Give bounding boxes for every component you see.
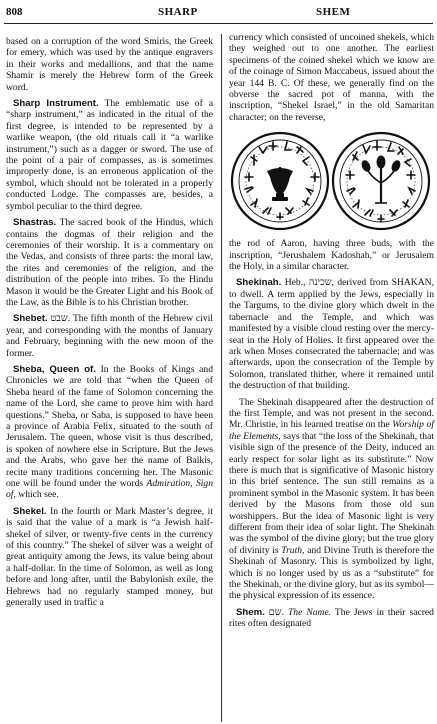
running-header [0,6,437,22]
right-running-head: SHEM [316,6,351,18]
entry-text: In the Books of Kings and Chronicles we are told that “when the Queen of Sheba heard of the fame of Solomon concerning the name of the Lord, she came to prove him with hard questions.” Sheba, or Saba, is supposed to have been a province of Arabia Felix, situated to the south of Jerusalem. The queen, whose visit is thus described, is spoken of nowhere else in Scripture. But the Jews and the Arabs, who gave her the name of Balkis, recite many traditions concerning her. The Masonic one will be found under the words [6,363,213,490]
pot-of-manna-icon [267,167,293,201]
hebrew-word: שכינה, [308,277,334,289]
emphasis: Truth, [281,544,305,556]
continued-entry-text: based on a corruption of the word Smiris, the Greek for emery, which was used by the antique engravers in their works and medallions, and that the name Shamir is merely the Hebrew form of the Greek word. [6,36,213,93]
headword: Shastras. [13,217,57,229]
entry-text: The emblematic use of a “sharp instrument,” as indicated in the ritual of the first degree, is intended to be represented by a warlike weapon, (the old rituals call it “a warlike instrument,”) such as a dagger or sword. The use of the point of a pair of compasses, as is sometimes improperly done, is an erroneous application of the symbol, which should not be tolerated in a properly conducted Lodge. The compasses are, besides, a symbol peculiar to the third degree. [6,98,213,212]
entry-sharp-instrument [6,98,213,212]
header-rule [4,23,433,24]
meaning: The Name. [287,606,332,618]
headword: Shekinah. [236,277,282,289]
headword: Sheba, Queen of. [13,363,96,375]
coin-obverse-image [232,133,328,229]
column-divider [221,34,222,722]
entry-shekinah-paragraph-2 [229,397,434,602]
left-column [6,36,213,609]
entry-text: The sacred book of the Hindus, which contains the dogmas of their religion and the ceremonies of their worship. It is a commentary on the Vedas, and consists of three parts: the moral law, the rites and ceremonies of the religion, and the distribution of the people into tribes. To the Hindu Mason it would be the Greater Light and his Book of the Law, as the Bible is to his Christian brother. [6,217,213,308]
entry-text: which see. [18,489,59,501]
cross-reference: Sign of, [6,478,213,501]
entry-shem [229,607,434,630]
entry-shekinah [229,277,434,391]
entry-shekel [6,506,213,609]
headword: Shekel. [13,505,47,517]
entry-text: derived from SHAKAN, to dwell. A term applied by the Jews, especially in the Targums, to the divine glory which dwelt in the tabernacle and the Temple, and which was manifested by a visible cloud resting over the mercy-seat in the Holy of Holies. It first appeared over the ark when Moses consecrated the tabernacle; and was afterwards, upon the consecration of the Temple by Solomon, translated thither, where it remained until the destruction of that building. [229,277,434,392]
entry-text: and Divine Truth is therefore the Shekinah of Masonry. This is symbolized by light, which is no longer used by us as a “substitute” for the Shekinah, or the divine glory, but as its symbol—the physical expression of its essence. [229,544,434,602]
entry-text: The fifth month of the Hebrew civil year, and corresponding with the months of January and February, beginning with the new moon of the former. [6,313,213,359]
coin-reverse-image [333,133,429,229]
entry-text: Heb., [284,277,306,289]
cited-work: Worship of the Elements, [229,419,434,442]
rod-of-aaron-icon [361,156,402,203]
entry-text: The Jews in their sacred rites often designated [229,606,434,630]
entry-text: says that “the loss of the Shekinah, that visible sign of the presence of the Deity, induced an early respect for solar light as its substitute.” Now there is much that is significative of Masonic history in this brief sentence. The sun still remains as a prominent symbol in the Masonic system. It has been derived by the Masons from those old sun worshippers. But the idea of Masonic light is very different from their idea of solar light. The Shekinah was the symbol of the divine glory; but the true glory of divinity is [229,430,435,556]
page-number: 808 [6,6,23,18]
right-column [229,32,434,630]
left-running-head: SHARP [158,6,198,18]
continued-entry-text: the rod of Aaron, having three buds, with the inscription, “Jerushalem Kadoshah,” or Jerusalem the Holy, in a similar character. [229,238,434,273]
entry-text: In the fourth or Mark Master’s degree, it is said that the value of a mark is “a Jewish half-shekel of silver, or twenty-five cents in the currency of this country.” The shekel of silver was a weight of great antiquity among the Jews, its value being about a half-dollar. In the time of Solomon, as well as long before and long after, until the Babylonish exile, the Hebrews had no regularly stamped money, but generally used in traffic a [6,505,213,609]
hebrew-word: שבט. [50,313,71,325]
cross-reference: Admiration, [146,478,193,490]
headword: Shem. [236,606,265,618]
entry-text: The Shekinah disappeared after the destruction of the first Temple, and was not present in the second. Mr. Christie, in his learned treatise on the [229,396,434,431]
shekel-coins-illustration [229,127,434,235]
entry-shebet [6,313,213,359]
entry-shastras [6,217,213,308]
hebrew-word: שם. [268,606,284,618]
headword: Shebet. [13,313,48,325]
entry-sheba [6,364,213,501]
continued-entry-text: currency which consisted of uncoined shekels, which they weighed out to one another. The earliest specimens of the coined shekel which we know are of the coinage of Simon Maccabeus, issued about the year 144 B. C. Of these, we generally find on the obverse the sacred pot of manna, with the inscription, “Shekel Israel,” in the old Samaritan character; on the reverse, [229,32,434,123]
headword: Sharp Instrument. [13,98,99,110]
